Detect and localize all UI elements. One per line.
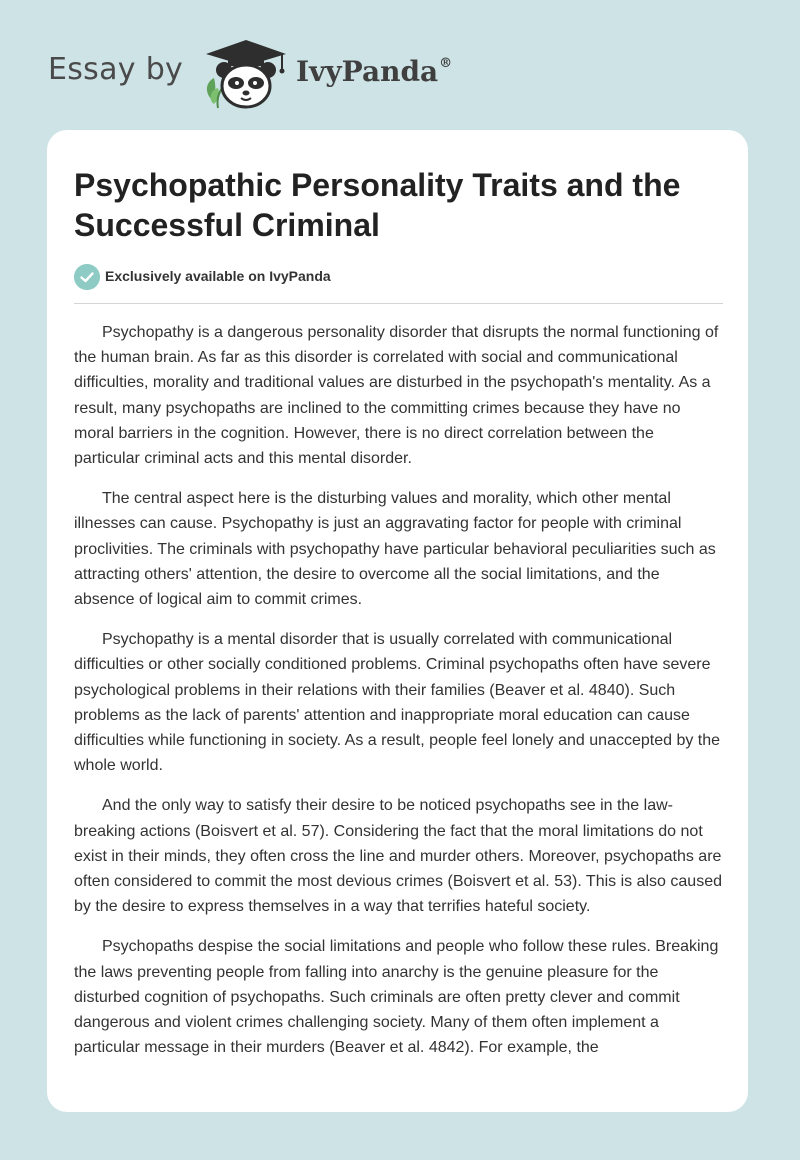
registered-mark: ® (439, 56, 453, 71)
paragraph: And the only way to satisfy their desire to be noticed psychopaths see in the law-breaking actions (Boisvert et al. 57). Considering the fact that the moral limitations do not exist in their minds, they often cross the line and murder others. Moreover, psychopaths are often considered to commit the most devious crimes (Boisvert et al. 53). This is also caused by the desire to express themselves in a way that terrifies hateful society. (74, 797, 722, 916)
brand-text: IvyPanda (296, 55, 439, 88)
essay-title: Psychopathic Personality Traits and the Successful Criminal (74, 167, 681, 243)
paragraph: The central aspect here is the disturbing values and morality, which other mental illnesses can cause. Psychopathy is just an aggravating factor for people with criminal proclivities. The criminals with psychopathy have particular behavioral peculiarities such as attracting others' attention, the desire to overcome all the social limitations, and the absence of logical aim to commit crimes. (74, 490, 716, 609)
essay-body (74, 320, 724, 1075)
divider (74, 303, 723, 304)
exclusive-badge-text: Exclusively available on IvyPanda (105, 268, 331, 284)
paragraph: Psychopathy is a dangerous personality disorder that disrupts the normal functioning of the human brain. As far as this disorder is correlated with social and communicational difficulties, morality and traditional values are disturbed in the psychopath's mentality. As a result, many psychopaths are inclined to the committing crimes because they have no moral barriers in the cognition. However, there is no direct correlation between the particular criminal acts and this mental disorder. (74, 324, 719, 468)
panda-graduate-icon (200, 38, 292, 110)
essay-card (47, 130, 748, 1112)
ivypanda-brand-name (296, 55, 452, 88)
checkmark-icon (74, 264, 100, 290)
essay-by-label: Essay by (48, 52, 184, 87)
paragraph: Psychopathy is a mental disorder that is usually correlated with communicational difficulties or other socially conditioned problems. Criminal psychopaths often have severe psychological problems in their relations with their families (Beaver et al. 4840). Such problems as the lack of parents' attention and inappropriate moral education can cause difficulties while functioning in society. As a result, people feel lonely and unaccepted by the whole world. (74, 631, 721, 775)
site-header (0, 0, 800, 130)
paragraph: Psychopaths despise the social limitations and people who follow these rules. Breaking the laws preventing people from falling into anarchy is the genuine pleasure for the disturbed cognition of psychopaths. Such criminals are often pretty clever and commit dangerous and violent crimes challenging society. Many of them often implement a particular message in their murders (Beaver et al. 4842). For example, the (74, 938, 719, 1057)
